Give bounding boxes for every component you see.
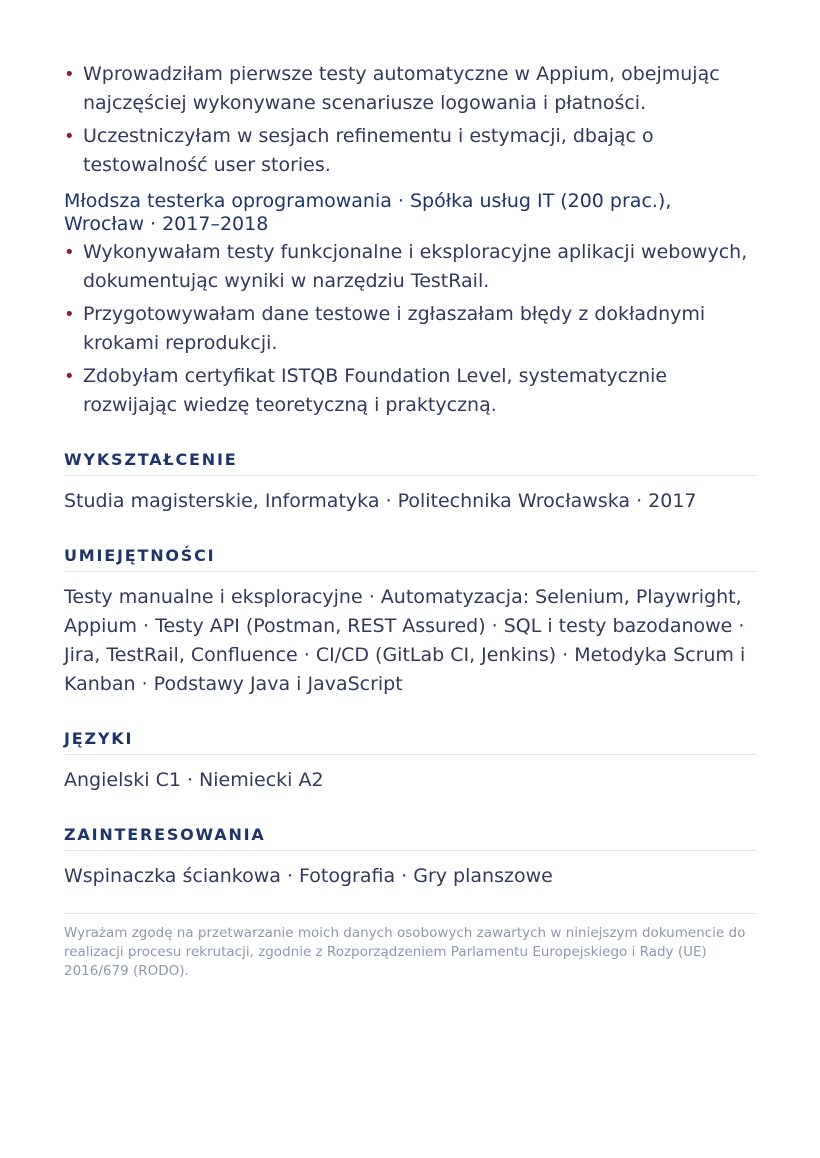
bullet-icon: • xyxy=(64,126,75,147)
interests-section xyxy=(64,825,756,891)
list-item xyxy=(64,362,756,420)
languages-section xyxy=(64,729,756,795)
list-item xyxy=(64,60,756,118)
bullet-text: Przygotowywałam dane testowe i zgłaszałam błędy z dokładnymi krokami reprodukcji. xyxy=(83,303,706,354)
skills-section xyxy=(64,546,756,699)
bullet-icon: • xyxy=(64,242,75,263)
job-title: Młodsza testerka oprogramowania · Spółka usług IT (200 prac.), Wrocław · 2017–2018 xyxy=(64,190,672,235)
list-item xyxy=(64,122,756,180)
languages-text: Angielski C1 · Niemiecki A2 xyxy=(64,769,324,791)
list-item xyxy=(64,300,756,358)
job2-bullet-list xyxy=(64,238,756,420)
section-heading: UMIEJĘTNOŚCI xyxy=(64,546,756,572)
bullet-icon: • xyxy=(64,304,75,325)
bullet-icon: • xyxy=(64,64,75,85)
section-heading: ZAINTERESOWANIA xyxy=(64,825,756,851)
section-heading: JĘZYKI xyxy=(64,729,756,755)
education-text: Studia magisterskie, Informatyka · Politechnika Wrocławska · 2017 xyxy=(64,490,697,512)
education-section xyxy=(64,450,756,516)
bullet-text: Uczestniczyłam w sesjach refinementu i estymacji, dbając o testowalność user stories. xyxy=(83,125,654,176)
list-item xyxy=(64,238,756,296)
bullet-text: Wprowadziłam pierwsze testy automatyczne w Appium, obejmując najczęściej wykonywane scenariusze logowania i płatności. xyxy=(83,63,720,114)
bullet-text: Wykonywałam testy funkcjonalne i eksploracyjne aplikacji webowych, dokumentując wyniki w narzędziu TestRail. xyxy=(83,241,748,292)
bullet-icon: • xyxy=(64,366,75,387)
interests-text: Wspinaczka ściankowa · Fotografia · Gry planszowe xyxy=(64,865,553,887)
skills-text: Testy manualne i eksploracyjne · Automatyzacja: Selenium, Playwright, Appium · Testy API (Postman, REST Assured) · SQL i testy bazodanowe · Jira, TestRail, Confluence · CI/CD (GitLab CI, Jenkins) · Metodyka Scrum i Kanban · Podstawy Java i JavaScript xyxy=(64,586,746,695)
job1-bullet-list xyxy=(64,60,756,180)
gdpr-consent: Wyrażam zgodę na przetwarzanie moich danych osobowych zawartych w niniejszym dokumencie do realizacji procesu rekrutacji, zgodnie z Rozporządzeniem Parlamentu Europejskiego i Rady (UE) 2016/679 (RODO). xyxy=(64,913,756,981)
cv-page xyxy=(64,60,756,981)
section-heading: WYKSZTAŁCENIE xyxy=(64,450,756,476)
bullet-text: Zdobyłam certyfikat ISTQB Foundation Level, systematycznie rozwijając wiedzę teoretyczną i praktyczną. xyxy=(83,365,668,416)
